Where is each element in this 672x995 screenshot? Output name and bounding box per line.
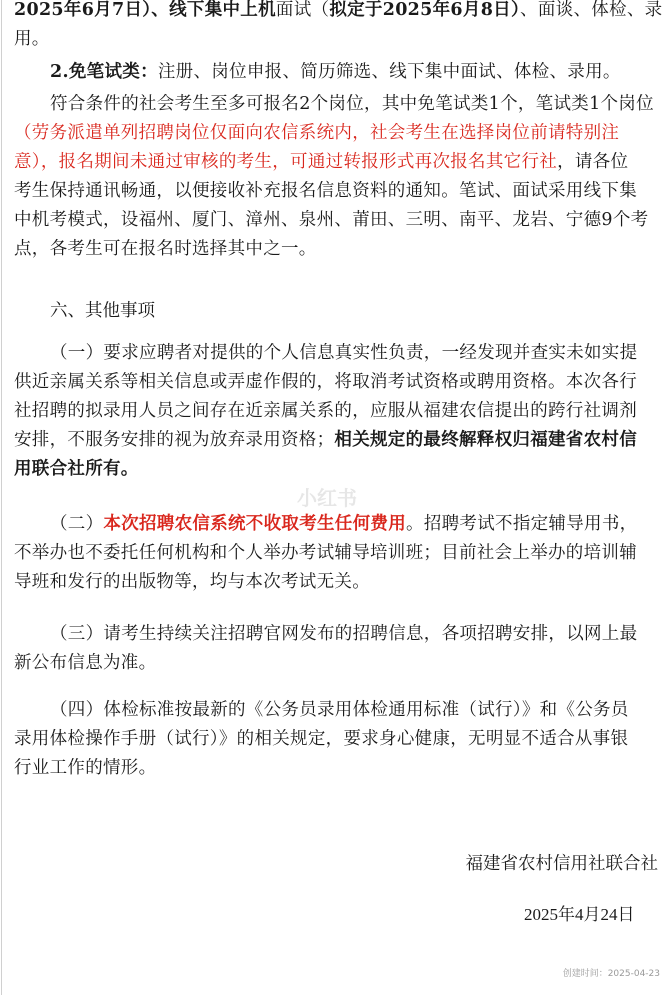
text-line: 考生保持通讯畅通，以便接收补充报名信息资料的通知。笔试、面试采用线下集 xyxy=(14,181,637,201)
section-heading: 六、其他事项 xyxy=(50,301,155,321)
text-bold: 相关规定的最终解释权归福建省农村信 xyxy=(334,430,638,450)
text-line: 供近亲属关系等相关信息或弄虚作假的，将取消考试资格或聘用资格。本次各行 xyxy=(14,372,637,392)
text-line: 导班和发行的出版物等，均与本次考试无关。 xyxy=(14,572,370,592)
text-line: 社招聘的拟录用人员之间存在近亲属关系的，应服从福建农信提出的跨行社调剂 xyxy=(14,401,637,421)
text: 。招聘考试不指定辅导用书， xyxy=(406,514,638,534)
text: 、面谈、体检、录 xyxy=(520,0,663,20)
label-mianbishi: 2.免笔试类： xyxy=(50,62,158,82)
text-line: （三）请考生持续关注招聘官网发布的招聘信息，各项招聘安排，以网上最 xyxy=(50,624,638,644)
text: 安排，不服务安排的视为放弃录用资格； xyxy=(14,430,335,450)
text: 注册、岗位申报、简历筛选、线下集中面试、体检、录用。 xyxy=(157,62,621,82)
paragraph-exam-process xyxy=(14,0,662,54)
text: ，请各位 xyxy=(557,152,629,172)
text-line: 点，各考生可在报名时选择其中之一。 xyxy=(14,239,317,259)
page-left-border xyxy=(1,0,2,995)
text-line-red: （劳务派遣单列招聘岗位仅面向农信系统内，社会考生在选择岗位前请特别注 xyxy=(14,123,620,143)
document-date: 2025年4月24日 xyxy=(524,905,635,924)
paragraph-no-written-exam xyxy=(14,58,662,87)
text-line: 行业工作的情形。 xyxy=(14,758,157,778)
text-red: 意），报名期间未通过审核的考生，可通过转报形式再次报名其它行社 xyxy=(14,152,558,172)
text-line: （一）要求应聘者对提供的个人信息真实性负责，一经发现并查实未如实提 xyxy=(50,343,638,363)
text-line: 用。 xyxy=(14,29,50,49)
text-line: 录用体检操作手册（试行）》的相关规定，要求身心健康，无明显不适合从事银 xyxy=(14,729,629,749)
paragraph-item-1 xyxy=(14,339,662,484)
text-line: 中机考模式，设福州、厦门、漳州、泉州、莆田、三明、南平、龙岩、宁德9个考 xyxy=(14,210,649,230)
paragraph-item-4 xyxy=(14,696,662,783)
text: （二） xyxy=(50,514,104,534)
text-line: 符合条件的社会考生至多可报名2个岗位，其中免笔试类1个，笔试类1个岗位 xyxy=(50,94,654,114)
text-line: 新公布信息为准。 xyxy=(14,653,157,673)
watermark: 小红书 xyxy=(297,486,357,510)
text-bold: 2025年6月7日）、线下集中上机 xyxy=(14,0,276,20)
signature-org: 福建省农村信用社联合社 xyxy=(465,854,658,874)
text-line-bold: 用联合社所有。 xyxy=(14,459,139,479)
paragraph-item-2 xyxy=(14,510,662,597)
text: 面试（ xyxy=(275,0,330,20)
paragraph-conditions xyxy=(14,90,662,264)
created-time: 创建时间：2025-04-23 xyxy=(562,969,660,979)
text-line: （四）体检标准按最新的《公务员录用体检通用标准（试行）》和《公务员 xyxy=(50,700,629,720)
text-line: 不举办也不委托任何机构和个人举办考试辅导培训班；目前社会上举办的培训辅 xyxy=(14,543,637,563)
text-bold: 拟定于2025年6月8日） xyxy=(329,0,521,20)
text-red-bold: 本次招聘农信系统不收取考生任何费用 xyxy=(103,514,407,534)
paragraph-item-3 xyxy=(14,620,662,678)
